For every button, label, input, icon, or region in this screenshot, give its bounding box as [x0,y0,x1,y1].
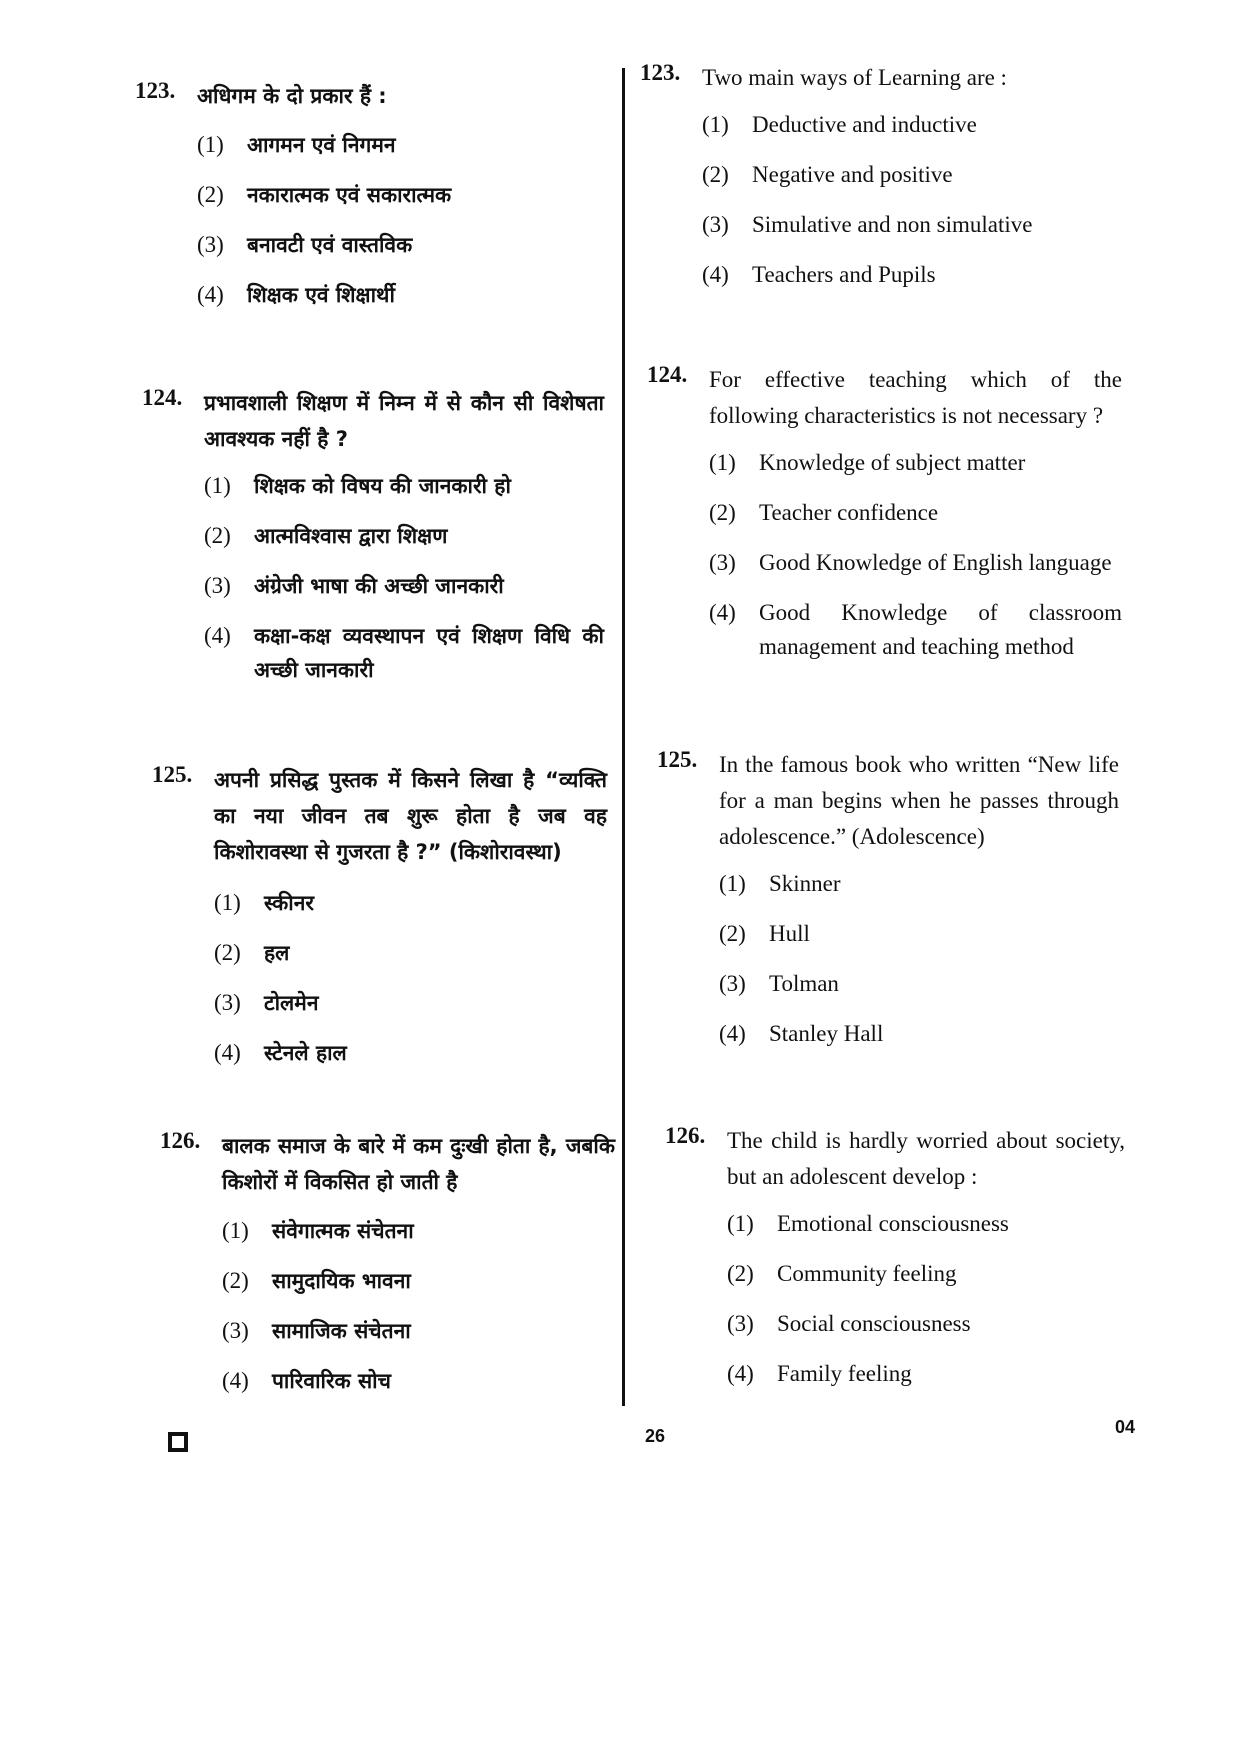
option-4: (4) शिक्षक एवं शिक्षार्थी [197,282,395,307]
option-1: (1) आगमन एवं निगमन [197,132,396,157]
page-number: 26 [645,1426,666,1446]
question-125-hindi [152,762,607,1070]
option-1: (1) Knowledge of subject matter [709,450,1026,475]
option-2: (2) आत्मविश्वास द्वारा शिक्षण [204,523,448,548]
question-number: 123. [135,78,176,103]
option-3: (3) सामाजिक संचेतना [222,1318,411,1343]
column-divider [622,68,625,1406]
option-1: (1) शिक्षक को विषय की जानकारी हो [204,473,511,498]
question-123-english [640,60,1110,292]
question-text: The child is hardly worried about society, but an adolescent develop : [727,1128,1125,1189]
option-2: (2) Hull [719,921,810,946]
question-number: 126. [665,1123,706,1148]
question-text: प्रभावशाली शिक्षण में निम्न में से कौन सी विशेषता आवश्यक नहीं है ? [204,391,604,451]
option-2: (2) Teacher confidence [709,500,939,525]
question-125-english [657,747,1119,1051]
option-3: (3) Social consciousness [727,1311,971,1336]
option-4: (4) Teachers and Pupils [702,262,936,287]
option-2: (2) Community feeling [727,1261,957,1286]
option-1: (1) स्कीनर [214,890,314,915]
question-text: अधिगम के दो प्रकार हैं : [197,84,387,108]
question-123-hindi [135,78,605,312]
question-124-hindi [142,385,604,687]
option-1: (1) Emotional consciousness [727,1211,1009,1236]
question-text: For effective teaching which of the following characteristics is not necessary ? [709,367,1122,428]
booklet-code: 04 [1115,1417,1136,1437]
option-2: (2) सामुदायिक भावना [222,1268,411,1293]
option-3: (3) Tolman [719,971,839,996]
question-124-english [647,362,1122,664]
option-4: (4) स्टेनले हाल [214,1040,347,1065]
option-3: (3) अंग्रेजी भाषा की अच्छी जानकारी [204,573,504,598]
question-text: Two main ways of Learning are : [702,65,1007,90]
question-number: 125. [152,762,193,787]
option-1: (1) Deductive and inductive [702,112,977,137]
question-text: In the famous book who written “New life for a man begins when he passes through adolescence.” (Adolescence) [719,752,1119,849]
option-3: (3) बनावटी एवं वास्तविक [197,232,413,257]
option-3: (3) Simulative and non simulative [702,212,1033,237]
question-126-english [665,1123,1125,1391]
option-4: (4) Family feeling [727,1361,912,1386]
option-4: (4) Stanley Hall [719,1021,884,1046]
question-number: 124. [647,362,688,387]
question-text: बालक समाज के बारे में कम दुःखी होता है, जबकि किशोरों में विकसित हो जाती है [222,1134,615,1194]
question-126-hindi [160,1128,615,1398]
question-number: 124. [142,385,183,410]
option-4: (4) Good Knowledge of classroom management and teaching method [709,600,1122,659]
option-2: (2) हल [214,940,290,965]
question-number: 125. [657,747,698,772]
option-2: (2) नकारात्मक एवं सकारात्मक [197,182,452,207]
option-1: (1) Skinner [719,871,841,896]
question-number: 126. [160,1128,201,1153]
option-4: (4) कक्षा-कक्ष व्यवस्थापन एवं शिक्षण विधि की अच्छी जानकारी [204,623,604,682]
option-2: (2) Negative and positive [702,162,953,187]
option-3: (3) Good Knowledge of English language [709,550,1112,575]
question-number: 123. [640,60,681,85]
option-3: (3) टोलमेन [214,990,319,1015]
corner-marker-icon [168,1432,188,1452]
question-text: अपनी प्रसिद्ध पुस्तक में किसने लिखा है “व्यक्ति का नया जीवन तब शुरू होता है जब वह किशोरावस्था से गुजरता है ?” (किशोरावस्था) [214,768,607,864]
option-4: (4) पारिवारिक सोच [222,1368,391,1393]
option-1: (1) संवेगात्मक संचेतना [222,1218,414,1243]
